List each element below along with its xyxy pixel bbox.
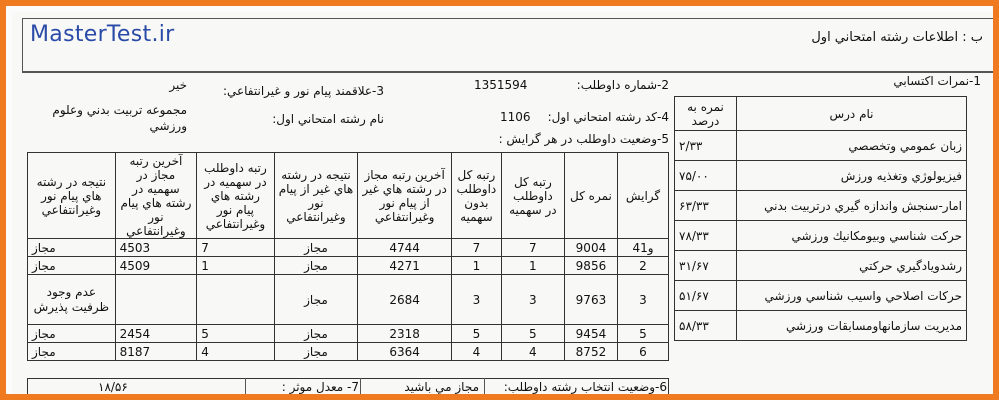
- last-rank-other: 4271: [358, 257, 452, 275]
- grades-title: 1-نمرات اكتسابي: [893, 74, 981, 88]
- orientation: 5: [617, 325, 668, 343]
- field-name-label: نام رشته امتحاني اول:: [272, 112, 384, 126]
- section-title: ب : اطلاعات رشته امتحاني اول: [811, 30, 983, 45]
- grade-course: امار-سنجش واندازه گيري درتربيت بدني: [737, 191, 967, 221]
- rank-quota: 7: [501, 239, 564, 257]
- orientation: 2: [617, 257, 668, 275]
- rank-no-quota: 1: [452, 257, 502, 275]
- grade-score: ۳۱/۶۷: [675, 251, 737, 281]
- orientation: 6: [617, 343, 668, 361]
- status-title: 5-وضعيت داوطلب در هر گرايش :: [498, 132, 669, 146]
- rank-no-quota: 7: [452, 239, 502, 257]
- rank-pn: 5: [197, 325, 274, 343]
- last-rank-pn: 4503: [115, 239, 197, 257]
- grade-score: ۵۸/۳۳: [675, 311, 737, 341]
- col-head: نتيجه در رشته هاي غير از پيام نور وغيرانتفاعي: [274, 153, 358, 239]
- rank-no-quota: 4: [452, 343, 502, 361]
- last-rank-pn: 2454: [115, 325, 197, 343]
- rank-quota: 1: [501, 257, 564, 275]
- grade-course: رشدويادگيري حركتي: [737, 251, 967, 281]
- rank-no-quota: 5: [452, 325, 502, 343]
- grade-score: ۷۸/۳۳: [675, 221, 737, 251]
- rank-pn: [197, 275, 274, 325]
- col-head: آخرين رتبه مجاز در سهميه در رشته هاي پيام نور وغيرانتفاعي: [115, 153, 197, 239]
- field-name: مجموعه تربيت بدني وعلوم ورزشي: [52, 103, 187, 133]
- divider: [22, 72, 997, 73]
- field-code: 1106: [500, 110, 531, 124]
- rank-quota: 5: [501, 325, 564, 343]
- rank-quota: 4: [501, 343, 564, 361]
- col-head: نتيجه در رشته هاي پيام نور وغيرانتفاعي: [28, 153, 116, 239]
- grade-row: [675, 311, 967, 341]
- grade-course: فيزيولوژي وتغذيه ورزش: [737, 161, 967, 191]
- site-logo[interactable]: MasterTest.ir: [30, 22, 175, 47]
- result-other: مجاز: [274, 275, 358, 325]
- last-rank-pn: 8187: [115, 343, 197, 361]
- divider: [484, 378, 485, 398]
- grade-course: مديريت سازمانهاومسابقات ورزشي: [737, 311, 967, 341]
- result-pn: عدم وجود ظرفيت پذيرش: [28, 275, 116, 325]
- grade-row: [675, 251, 967, 281]
- header-course: نام درس: [737, 97, 967, 131]
- grade-score: ۷۵/۰۰: [675, 161, 737, 191]
- gpa-label: 7- معدل موثر :: [281, 380, 359, 394]
- status-row: [28, 257, 669, 275]
- interest-label: 3-علاقمند پيام نور و غيرانتفاعي:: [222, 84, 384, 98]
- last-rank-other: 4744: [358, 239, 452, 257]
- result-pn: مجاز: [28, 239, 116, 257]
- orientation: 4و1: [617, 239, 668, 257]
- col-head: نمره كل: [564, 153, 617, 239]
- result-other: مجاز: [274, 325, 358, 343]
- orientation: 3: [617, 275, 668, 325]
- status-header-row: [28, 153, 669, 239]
- last-rank-pn: [115, 275, 197, 325]
- grade-course: حركت شناسي وبيومكانيك ورزشي: [737, 221, 967, 251]
- status-row: [28, 343, 669, 361]
- grade-row: [675, 161, 967, 191]
- grade-score: ۵۱/۶۷: [675, 281, 737, 311]
- grade-row: [675, 191, 967, 221]
- rank-pn: 7: [197, 239, 274, 257]
- status-table: [27, 152, 669, 361]
- result-other: مجاز: [274, 239, 358, 257]
- result-pn: مجاز: [28, 325, 116, 343]
- interest-value: خير: [169, 78, 187, 92]
- applicant-no-label: 2-شماره داوطلب:: [576, 78, 669, 92]
- col-head: رتبه كل داوطلب بدون سهميه: [452, 153, 502, 239]
- grades-header-row: [675, 97, 967, 131]
- result-other: مجاز: [274, 343, 358, 361]
- rank-quota: 3: [501, 275, 564, 325]
- last-rank-other: 2318: [358, 325, 452, 343]
- last-rank-other: 6364: [358, 343, 452, 361]
- total-score: 8752: [564, 343, 617, 361]
- col-head: رتبه داوطلب در سهميه در رشته هاي پيام نور وغيرانتفاعي: [197, 153, 274, 239]
- divider: [245, 378, 246, 398]
- divider: [360, 378, 361, 398]
- rank-pn: 4: [197, 343, 274, 361]
- grade-row: [675, 131, 967, 161]
- grade-course: حركات اصلاحي واسيب شناسي ورزشي: [737, 281, 967, 311]
- grade-row: [675, 281, 967, 311]
- report-page: [12, 12, 999, 400]
- status-row: [28, 325, 669, 343]
- last-rank-other: 2684: [358, 275, 452, 325]
- grade-course: زبان عمومي وتخصصي: [737, 131, 967, 161]
- rank-no-quota: 3: [452, 275, 502, 325]
- status-row: [28, 239, 669, 257]
- total-score: 9454: [564, 325, 617, 343]
- status-row: [28, 275, 669, 325]
- grade-score: ۶۳/۳۳: [675, 191, 737, 221]
- grades-table: [674, 96, 967, 341]
- result-other: مجاز: [274, 257, 358, 275]
- last-rank-pn: 4509: [115, 257, 197, 275]
- result-pn: مجاز: [28, 343, 116, 361]
- field-code-label: 4-كد رشته امتحاني اول:: [547, 110, 669, 124]
- col-head: رتبه كل داوطلب در سهميه: [501, 153, 564, 239]
- total-score: 9004: [564, 239, 617, 257]
- gpa-value: ۱۸/۵۶: [98, 380, 128, 394]
- total-score: 9763: [564, 275, 617, 325]
- applicant-no: 1351594: [474, 78, 528, 92]
- header-score: نمره به درصد: [675, 97, 737, 131]
- rank-pn: 1: [197, 257, 274, 275]
- selection-value: مجاز مي باشيد: [404, 380, 479, 394]
- selection-label: 6-وضعيت انتخاب رشته داوطلب:: [503, 380, 667, 394]
- grade-score: ۲/۳۳: [675, 131, 737, 161]
- grade-row: [675, 221, 967, 251]
- result-pn: مجاز: [28, 257, 116, 275]
- col-head: آخرين رتبه مجاز در رشته هاي غير از پيام نور وغيرانتفاعي: [358, 153, 452, 239]
- total-score: 9856: [564, 257, 617, 275]
- col-head: گرايش: [617, 153, 668, 239]
